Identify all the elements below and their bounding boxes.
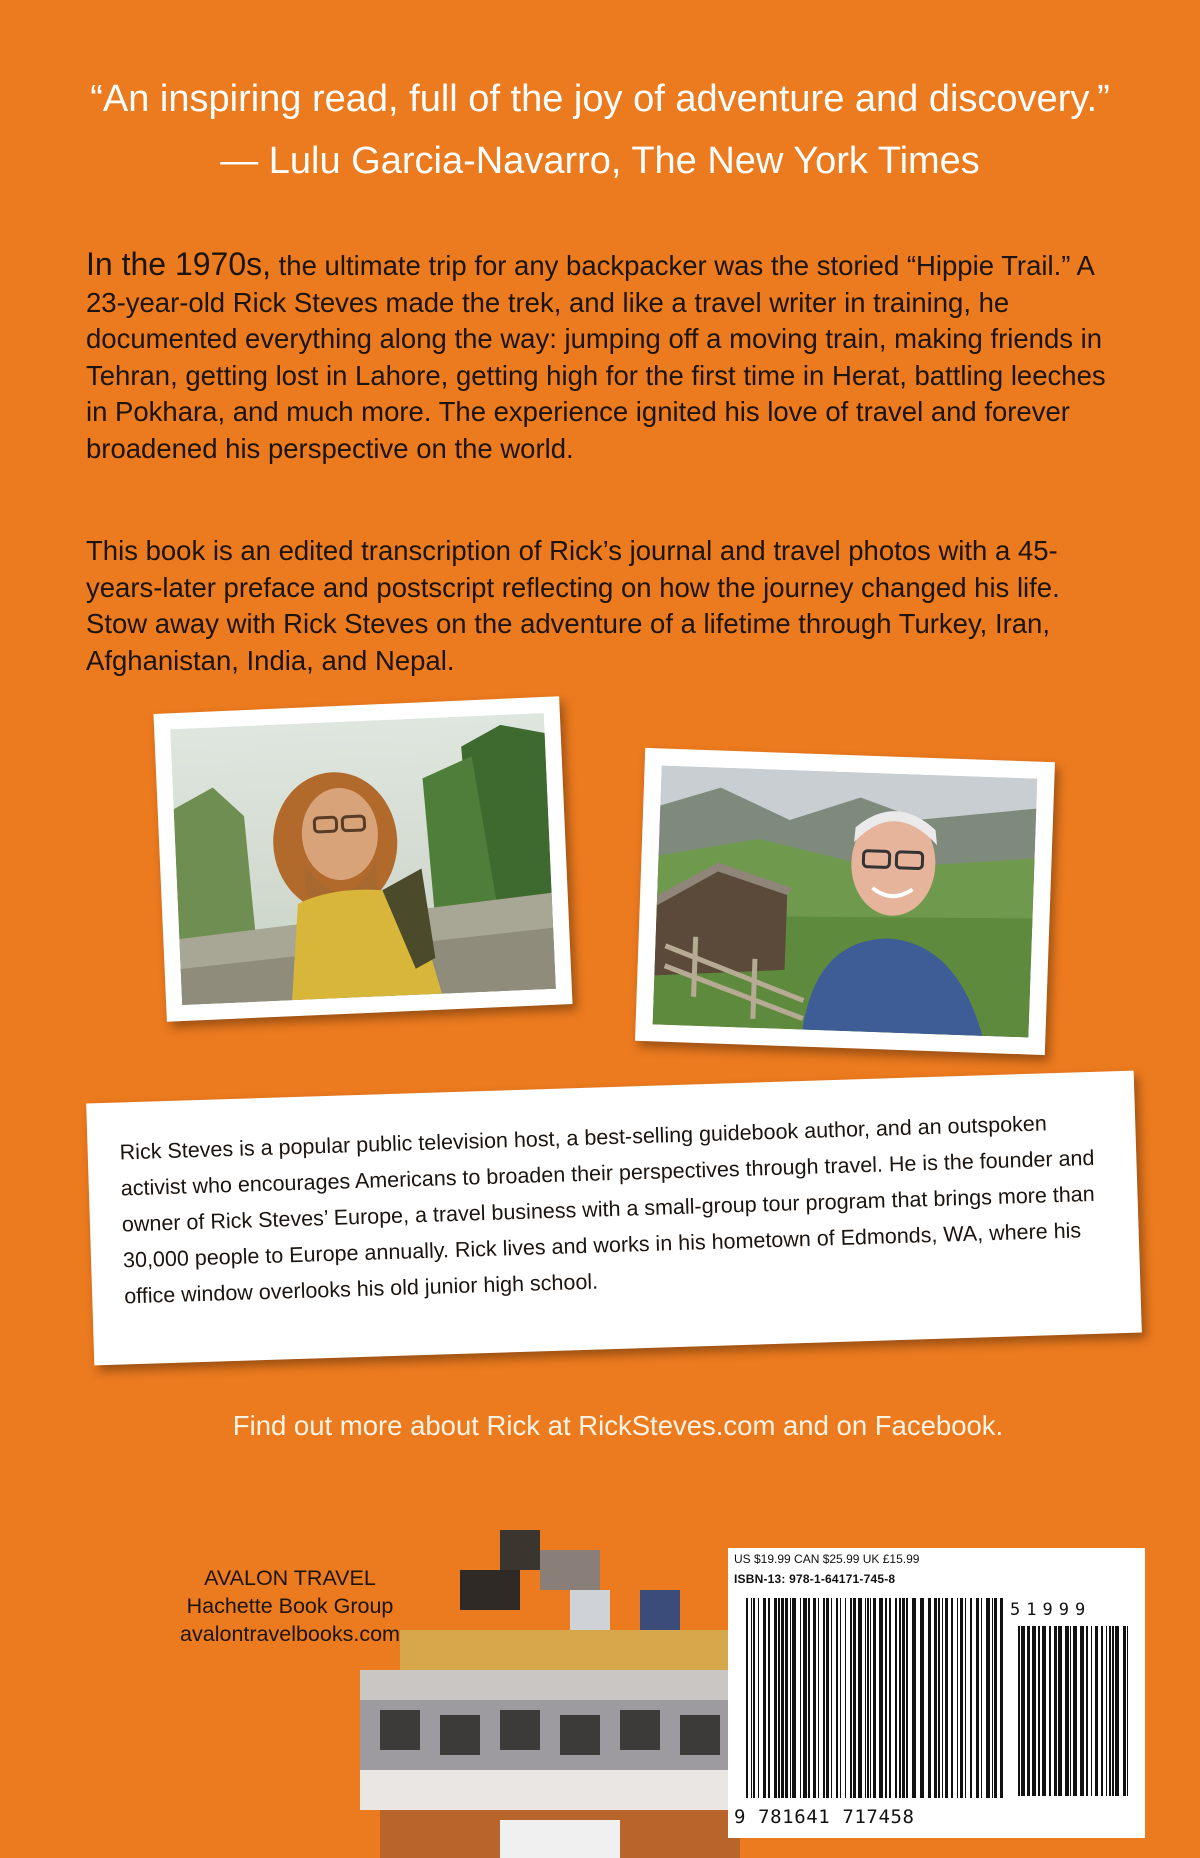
price-addon-number: 51999 bbox=[1010, 1600, 1092, 1620]
description-paragraph-1 bbox=[86, 246, 1126, 467]
barcode-bar bbox=[768, 1598, 770, 1798]
review-quote: “An inspiring read, full of the joy of adventure and discovery.” bbox=[90, 78, 1110, 120]
barcode-bar bbox=[992, 1598, 993, 1798]
photo-young-rick bbox=[153, 696, 572, 1021]
barcode-bar bbox=[1018, 1626, 1020, 1796]
barcode-bar bbox=[790, 1598, 791, 1798]
barcode-bar bbox=[867, 1598, 869, 1798]
barcode-bar bbox=[899, 1598, 901, 1798]
barcode-bar bbox=[763, 1598, 766, 1798]
barcode-bar bbox=[994, 1598, 997, 1798]
barcode-bar bbox=[960, 1598, 963, 1798]
publisher-name: AVALON TRAVEL bbox=[204, 1566, 376, 1590]
barcode-bar bbox=[885, 1598, 887, 1798]
barcode-bar bbox=[1042, 1626, 1046, 1796]
barcode-bar bbox=[928, 1598, 931, 1798]
barcode-bar bbox=[850, 1598, 852, 1798]
author-bio: Rick Steves is a popular public television host, a best-selling guidebook author, and an outspoken activist who encourages Americans to broaden their perspectives through travel. He is the founder and owner of Rick Steves’ Europe, a travel business with a small-group tour program that brings more than 30,000 people to Europe annually. Rick lives and works in his hometown of Edmonds, WA, where his office window overlooks his old junior high school. bbox=[119, 1111, 1095, 1309]
young-traveler-photo bbox=[170, 713, 556, 1005]
barcode-bar bbox=[785, 1598, 788, 1798]
barcode-bar bbox=[1049, 1626, 1051, 1796]
barcode-bar bbox=[870, 1598, 871, 1798]
barcode-bar bbox=[934, 1598, 937, 1798]
barcode-bar bbox=[1123, 1626, 1126, 1796]
publisher-group: Hachette Book Group bbox=[186, 1594, 394, 1618]
publisher-website: avalontravelbooks.com bbox=[180, 1622, 400, 1646]
barcode-bar bbox=[803, 1598, 807, 1798]
barcode-bar bbox=[818, 1598, 819, 1798]
barcode-bar bbox=[902, 1598, 905, 1798]
barcode-bar bbox=[845, 1598, 846, 1798]
barcode-bar bbox=[1127, 1626, 1128, 1796]
isbn-label: ISBN-13: 978-1-64171-745-8 bbox=[734, 1572, 896, 1586]
barcode-bar bbox=[751, 1598, 752, 1798]
barcode-bar bbox=[942, 1598, 943, 1798]
barcode-bar bbox=[1054, 1626, 1057, 1796]
barcode-bar bbox=[792, 1598, 796, 1798]
barcode-bar bbox=[1065, 1626, 1069, 1796]
barcode-bar bbox=[920, 1598, 924, 1798]
barcode-bar bbox=[1091, 1626, 1092, 1796]
description-lead: In the 1970s, bbox=[86, 246, 272, 282]
author-bio-box bbox=[86, 1071, 1142, 1366]
barcode-bar bbox=[879, 1598, 883, 1798]
description-paragraph-1-text: the ultimate trip for any backpacker was the storied “Hippie Trail.” A 23-year-old Rick Steves made the trek, and like a travel writer in training, he documented everything along the way: jumping off a moving train, making friends in Tehran, getting lost in Lahore, getting high for the first time in Herat, battling leeches in Pokhara, and much more. The experience ignited his love of travel and forever broadened his perspective on the world. bbox=[86, 250, 1106, 464]
ean-barcode bbox=[746, 1598, 1008, 1798]
barcode-bar bbox=[823, 1598, 825, 1798]
barcode-bar bbox=[1086, 1626, 1088, 1796]
barcode-bar bbox=[1038, 1626, 1040, 1796]
barcode-bar bbox=[746, 1598, 748, 1798]
description-paragraph-2: This book is an edited transcription of Rick’s journal and travel photos with a 45-years-later preface and postscript reflecting on how the journey changed his life. Stow away with Rick Steves on the adventure of a lifetime through Turkey, Iran, Afghanistan, India, and Nepal. bbox=[86, 535, 1060, 676]
barcode-bar bbox=[865, 1598, 866, 1798]
barcode-bar bbox=[808, 1598, 810, 1798]
barcode-bar bbox=[800, 1598, 801, 1798]
barcode-bar bbox=[1109, 1626, 1111, 1796]
barcode-bar bbox=[813, 1598, 816, 1798]
barcode-bar bbox=[1032, 1626, 1036, 1796]
more-info-line: Find out more about Rick at RickSteves.com and on Facebook. bbox=[232, 1410, 1004, 1441]
barcode-bar bbox=[836, 1598, 838, 1798]
price-line: US $19.99 CAN $25.99 UK £15.99 bbox=[734, 1552, 920, 1566]
barcode-bar bbox=[1070, 1626, 1071, 1796]
barcode-bar bbox=[1027, 1626, 1030, 1796]
barcode-bar bbox=[840, 1598, 841, 1798]
barcode-bar bbox=[986, 1598, 990, 1798]
barcode-bar bbox=[1106, 1626, 1107, 1796]
barcode-bar bbox=[889, 1598, 891, 1798]
barcode-bar bbox=[895, 1598, 897, 1798]
barcode-bar bbox=[1058, 1626, 1062, 1796]
photo-recent-rick bbox=[635, 748, 1055, 1055]
barcode-bar bbox=[912, 1598, 916, 1798]
barcode-panel bbox=[728, 1548, 1145, 1838]
barcode-bar bbox=[1112, 1626, 1114, 1796]
barcode-bar bbox=[1021, 1626, 1025, 1796]
barcode-bar bbox=[945, 1598, 948, 1798]
quote-attribution: — Lulu Garcia-Navarro, The New York Times bbox=[220, 140, 980, 182]
barcode-bar bbox=[858, 1598, 862, 1798]
barcode-bar bbox=[957, 1598, 958, 1798]
barcode-bar bbox=[873, 1598, 876, 1798]
barcode-bar bbox=[758, 1598, 759, 1798]
pixelated-bus-illustration bbox=[340, 1510, 740, 1858]
recent-traveler-photo bbox=[653, 766, 1038, 1038]
barcode-bar bbox=[774, 1598, 777, 1798]
barcode-bar bbox=[826, 1598, 829, 1798]
barcode-bar bbox=[976, 1598, 979, 1798]
barcode-bar bbox=[753, 1598, 755, 1798]
barcode-bar bbox=[1080, 1626, 1084, 1796]
barcode-bar bbox=[938, 1598, 940, 1798]
barcode-bar bbox=[1073, 1626, 1077, 1796]
barcode-bar bbox=[778, 1598, 780, 1798]
barcode-bar bbox=[1101, 1626, 1103, 1796]
barcode-bar bbox=[951, 1598, 953, 1798]
barcode-bar bbox=[1000, 1598, 1003, 1798]
barcode-bar bbox=[831, 1598, 832, 1798]
addon-barcode bbox=[1018, 1626, 1130, 1826]
barcode-bar bbox=[906, 1598, 908, 1798]
ean-number: 9 781641 717458 bbox=[734, 1806, 915, 1828]
barcode-bar bbox=[781, 1598, 784, 1798]
barcode-bar bbox=[853, 1598, 856, 1798]
barcode-bar bbox=[981, 1598, 982, 1798]
barcode-bar bbox=[965, 1598, 966, 1798]
barcode-bar bbox=[1095, 1626, 1098, 1796]
barcode-bar bbox=[1115, 1626, 1119, 1796]
barcode-bar bbox=[970, 1598, 972, 1798]
